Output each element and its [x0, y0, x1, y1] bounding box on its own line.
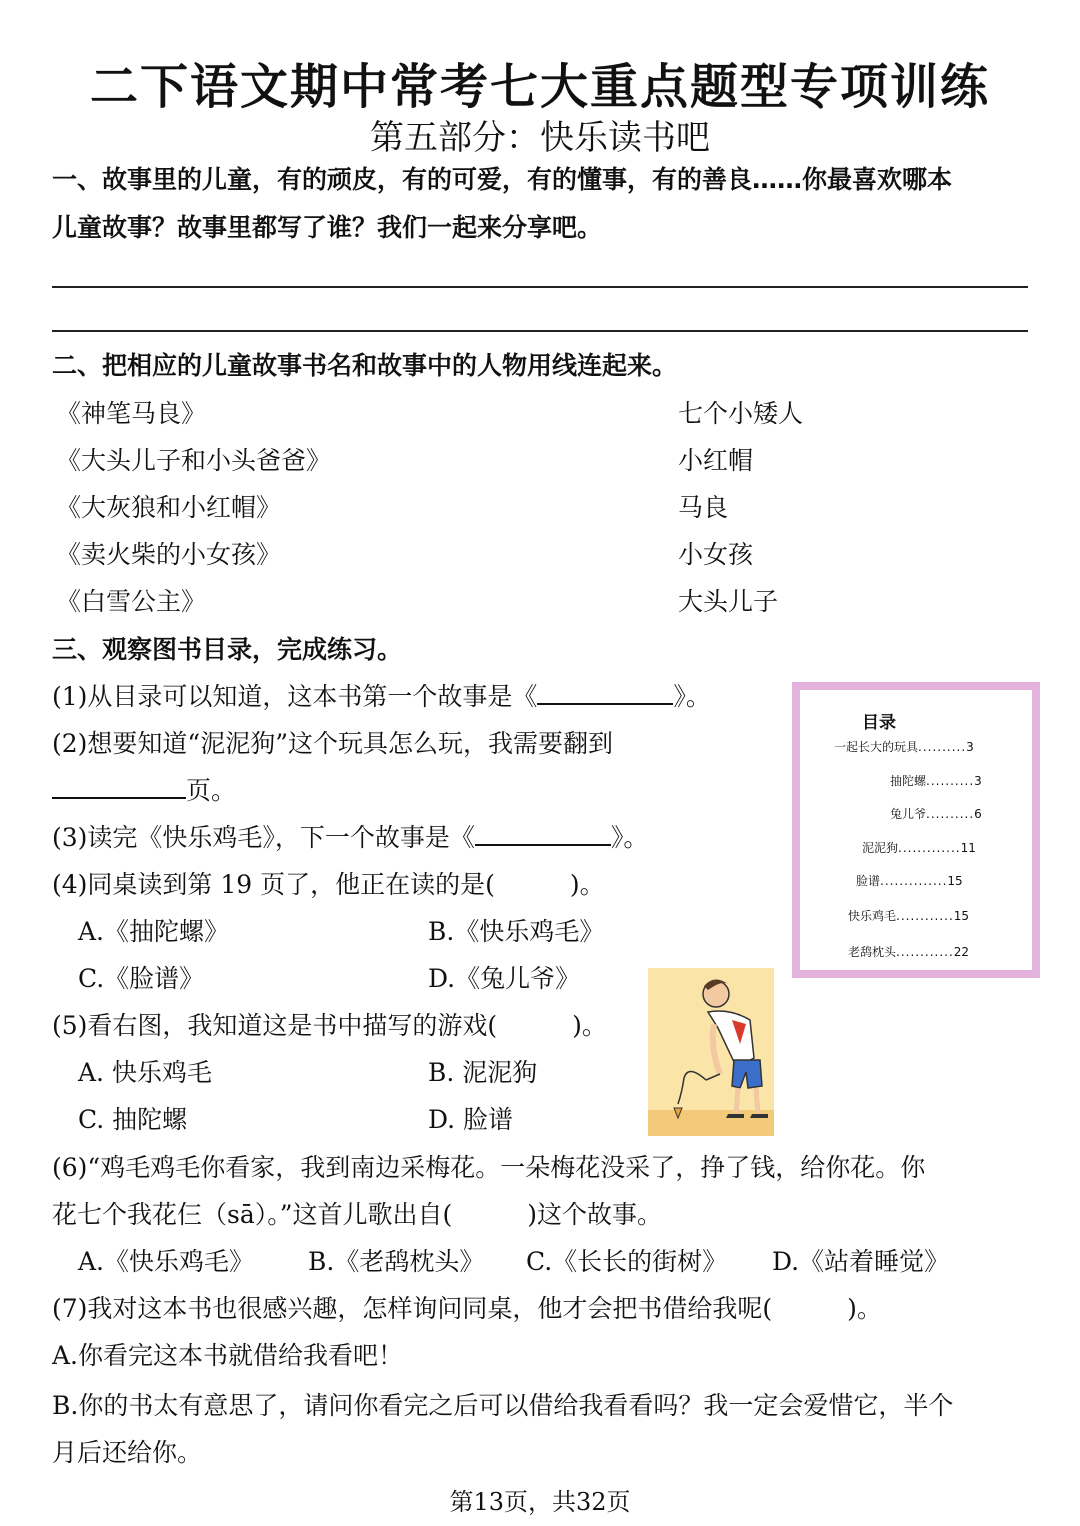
q3-part3: [52, 818, 648, 854]
character-name[interactable]: 小红帽: [678, 446, 754, 475]
q3-part6-prompt-line1: (6)“鸡毛鸡毛你看家，我到南边采梅花。一朵梅花没采了，挣了钱，给你花。你: [52, 1153, 926, 1182]
toc-entry-name: 兔儿爷: [890, 807, 927, 821]
option-c[interactable]: C.《长长的街树》: [526, 1247, 728, 1276]
option-b-line2[interactable]: 月后还给你。: [52, 1438, 203, 1467]
toc-entry-name: 快乐鸡毛: [848, 909, 897, 923]
q3-part1-end: 》。: [673, 682, 711, 711]
option-d[interactable]: D.《站着睡觉》: [772, 1247, 950, 1276]
toc-entry-name: 老鸹枕头: [848, 945, 897, 959]
character-name[interactable]: 七个小矮人: [678, 399, 804, 428]
character-name[interactable]: 马良: [678, 493, 729, 522]
toc-entry-dots: ..........: [918, 740, 967, 754]
toc-entry-dots: ..........: [926, 774, 975, 788]
option-d[interactable]: D. 脸谱: [428, 1105, 514, 1134]
option-a[interactable]: A.你看完这本书就借给我看吧！: [52, 1341, 404, 1370]
answer-blank[interactable]: [475, 820, 611, 846]
book-toc-image: [792, 682, 1040, 978]
q3-part2-prompt: (2)想要知道“泥泥狗”这个玩具怎么玩，我需要翻到: [52, 729, 613, 758]
answer-blank[interactable]: [537, 679, 673, 705]
toc-entry: [862, 839, 976, 856]
q3-part2-end: 页。: [186, 776, 237, 805]
toc-title: 目录: [862, 713, 896, 733]
option-b[interactable]: B.《快乐鸡毛》: [428, 917, 605, 946]
toc-entry-dots: ..............: [880, 874, 948, 888]
answer-blank[interactable]: [52, 773, 186, 799]
book-title[interactable]: 《卖火柴的小女孩》: [56, 540, 282, 569]
q3-part6-prompt-line2: 花七个我花仨（sā）。”这首儿歌出自( )这个故事。: [52, 1200, 663, 1229]
answer-line-1[interactable]: [52, 286, 1028, 288]
toc-entry-name: 脸谱: [856, 874, 881, 888]
spinning-top-drawing: [648, 968, 774, 1136]
q3-part3-end: 》。: [610, 823, 649, 852]
option-a[interactable]: A.《快乐鸡毛》: [78, 1247, 255, 1276]
q1-prompt-line1: 一、故事里的儿童，有的顽皮，有的可爱，有的懂事，有的善良……你最喜欢哪本: [52, 165, 953, 194]
toc-entry-dots: ..........: [926, 807, 975, 821]
toc-entry-name: 抽陀螺: [890, 774, 927, 788]
page-title: 二下语文期中常考七大重点题型专项训练: [89, 59, 990, 115]
book-title[interactable]: 《白雪公主》: [56, 587, 207, 616]
toc-entry-page: 15: [953, 909, 970, 923]
toc-entry-page: 3: [966, 740, 974, 754]
q3-part2-line2: [52, 771, 236, 807]
q1-prompt-line2: 儿童故事？故事里都写了谁？我们一起来分享吧。: [52, 213, 603, 242]
q3-heading: 三、观察图书目录，完成练习。: [52, 635, 403, 664]
boy-spinning-top-illustration: [648, 968, 774, 1136]
book-title[interactable]: 《神笔马良》: [56, 399, 207, 428]
toc-entry: [890, 805, 982, 822]
page-number-footer: 第13页，共32页: [449, 1488, 631, 1516]
toc-entry-page: 22: [953, 945, 970, 959]
q3-part4-prompt: (4)同桌读到第 19 页了，他正在读的是( )。: [52, 870, 605, 899]
option-b[interactable]: B.《老鸹枕头》: [308, 1247, 485, 1276]
toc-entry: [834, 738, 974, 755]
book-title[interactable]: 《大灰狼和小红帽》: [56, 493, 282, 522]
toc-entry-page: 15: [947, 874, 963, 888]
q3-part7-prompt: (7)我对这本书也很感兴趣，怎样询问同桌，他才会把书借给我呢( )。: [52, 1294, 882, 1323]
toc-entry: [890, 772, 982, 789]
toc-entry: [848, 943, 969, 960]
option-c[interactable]: C.《脸谱》: [78, 964, 205, 993]
toc-entry-page: 6: [974, 807, 982, 821]
q2-heading: 二、把相应的儿童故事书名和故事中的人物用线连起来。: [52, 351, 678, 380]
toc-entry: [856, 872, 963, 889]
q3-part3-prompt: (3)读完《快乐鸡毛》，下一个故事是《: [52, 823, 475, 852]
toc-entry-name: 一起长大的玩具: [834, 740, 919, 754]
character-name[interactable]: 大头儿子: [678, 587, 779, 616]
toc-entry-page: 11: [960, 841, 976, 855]
option-d[interactable]: D.《兔儿爷》: [428, 964, 581, 993]
q3-part1: [52, 677, 711, 713]
option-b[interactable]: B. 泥泥狗: [428, 1058, 538, 1087]
option-a[interactable]: A. 快乐鸡毛: [78, 1058, 212, 1087]
toc-entry-dots: ............: [896, 909, 954, 923]
option-c[interactable]: C. 抽陀螺: [78, 1105, 188, 1134]
toc-entry-dots: ............: [896, 945, 954, 959]
option-a[interactable]: A.《抽陀螺》: [78, 917, 230, 946]
toc-entry-page: 3: [974, 774, 982, 788]
book-title[interactable]: 《大头儿子和小头爸爸》: [56, 446, 332, 475]
toc-entry: [848, 907, 969, 924]
toc-entry-name: 泥泥狗: [862, 841, 899, 855]
q3-part1-prompt: (1)从目录可以知道，这本书第一个故事是《: [52, 682, 538, 711]
option-b-line1[interactable]: B.你的书太有意思了，请问你看完之后可以借给我看看吗？我一定会爱惜它，半个: [52, 1391, 954, 1420]
section-subtitle: 第五部分：快乐读书吧: [370, 118, 710, 158]
q3-part5-prompt: (5)看右图，我知道这是书中描写的游戏( )。: [52, 1011, 607, 1040]
answer-line-2[interactable]: [52, 330, 1028, 332]
character-name[interactable]: 小女孩: [678, 540, 754, 569]
toc-entry-dots: .............: [898, 841, 961, 855]
